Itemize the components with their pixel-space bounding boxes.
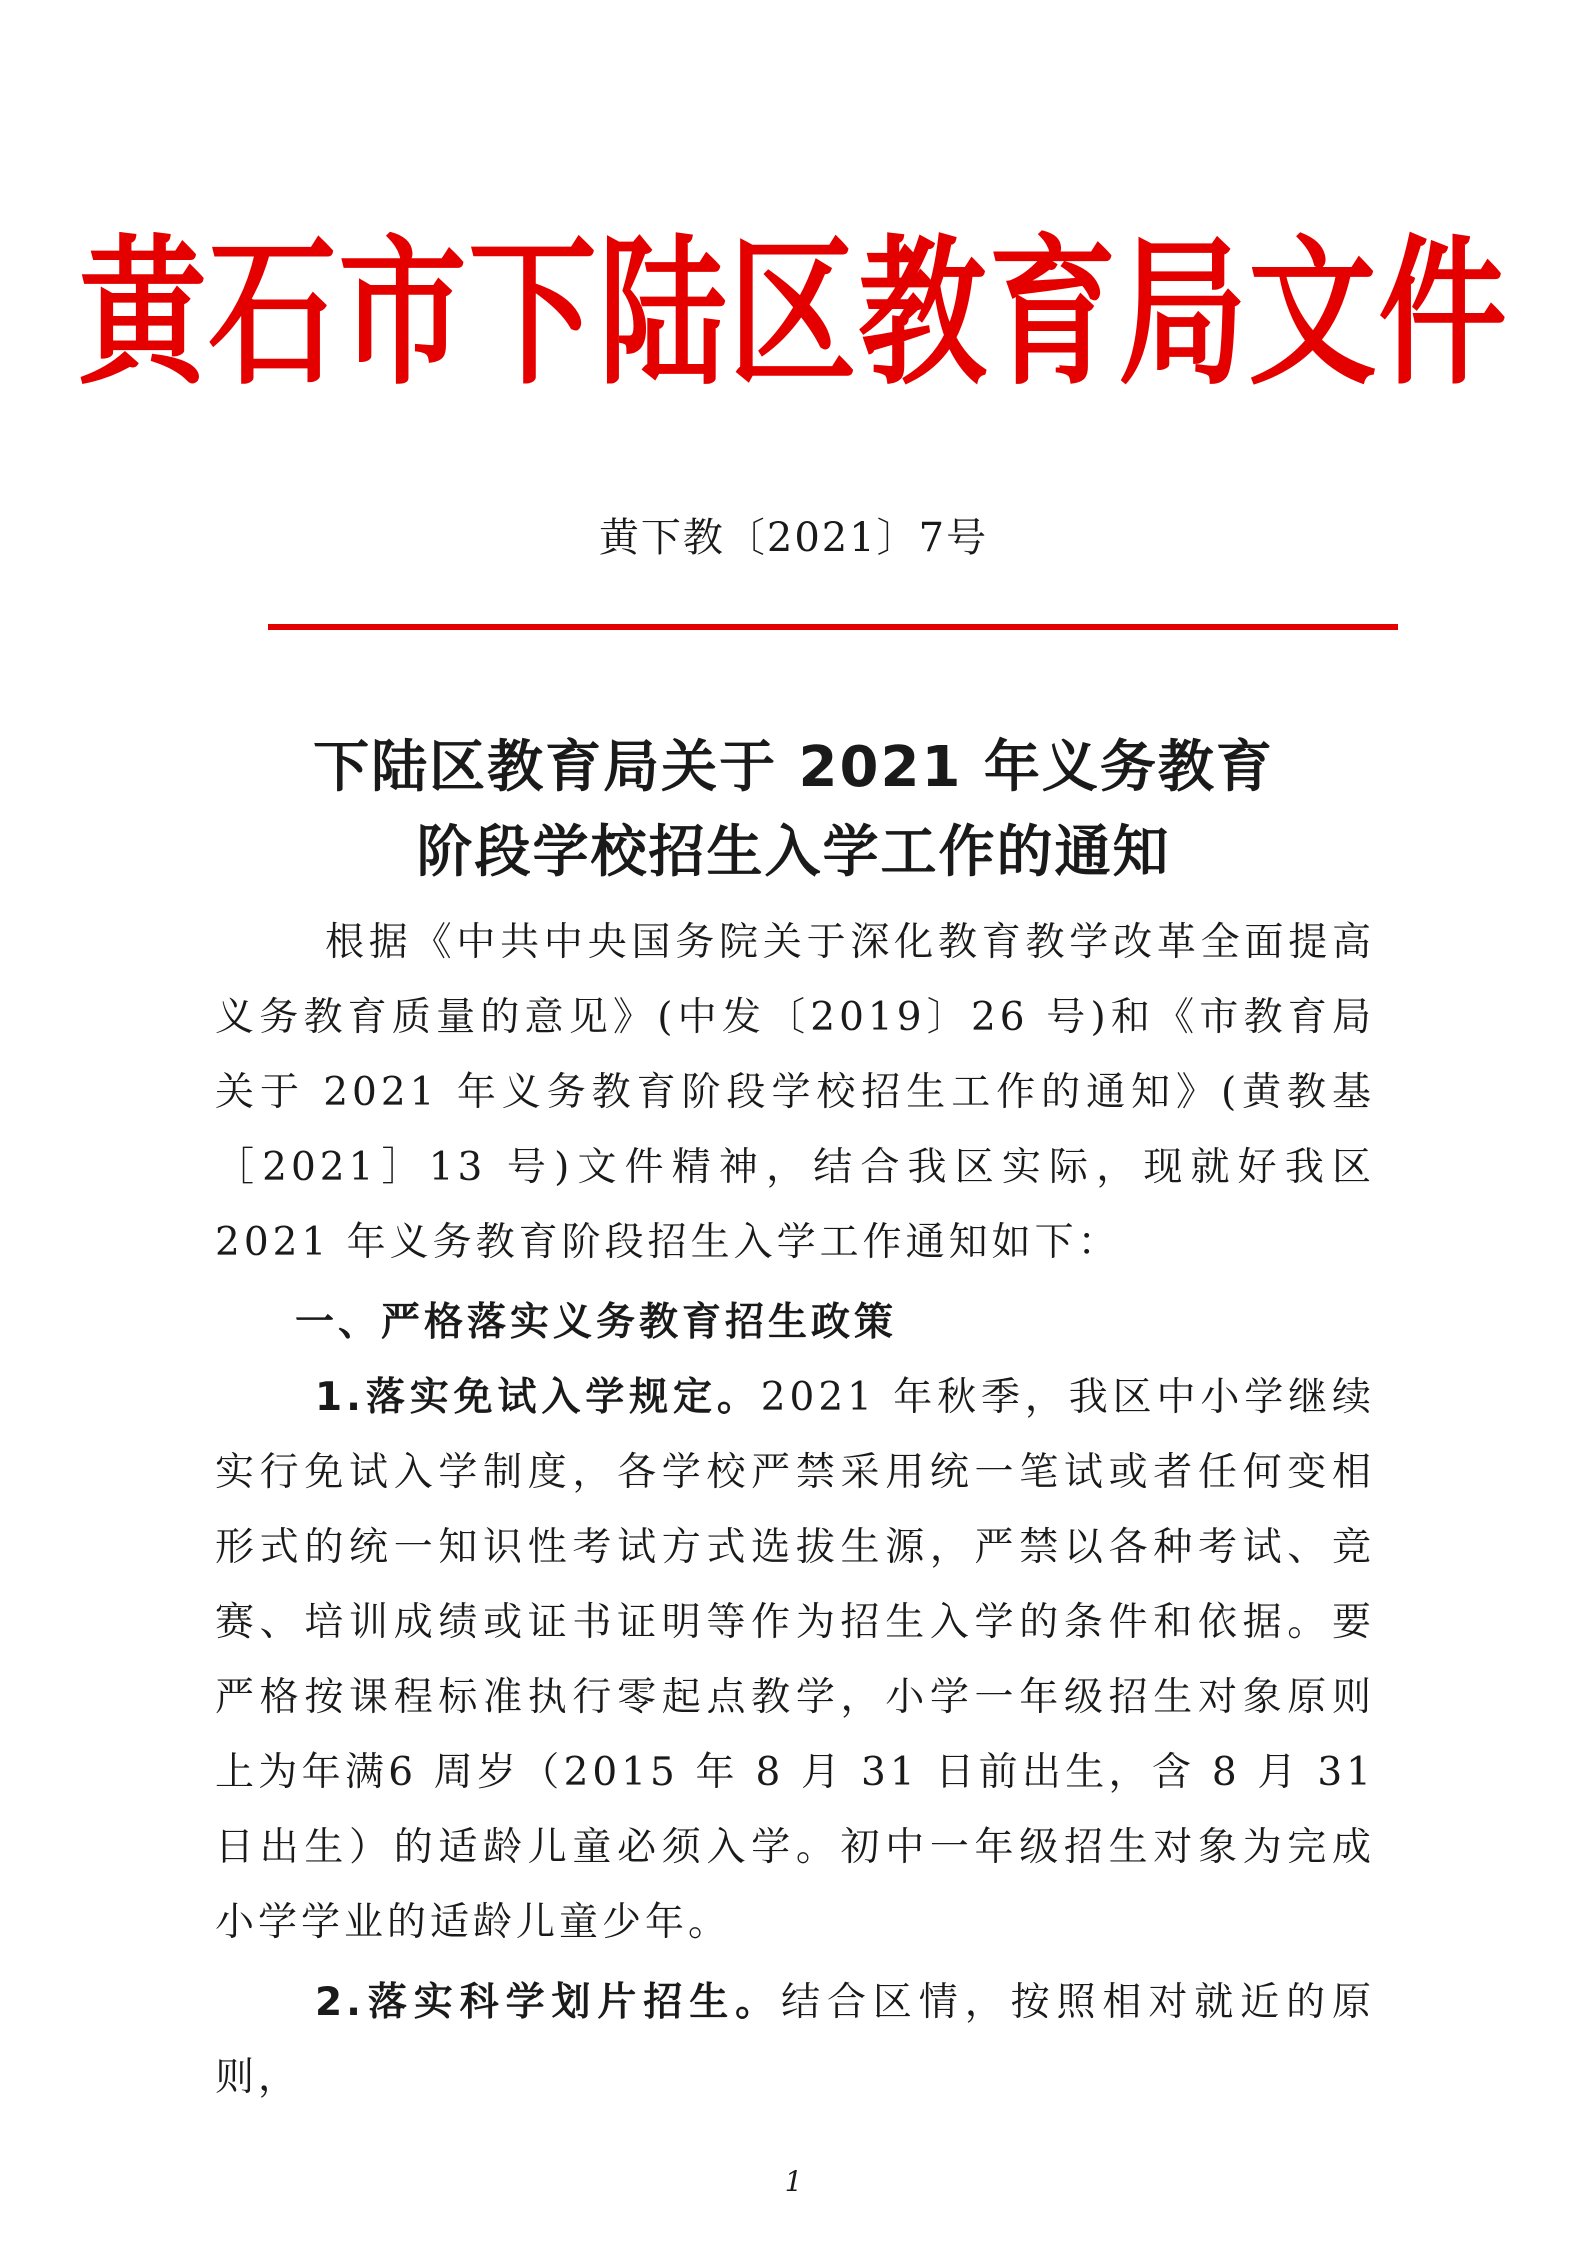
- item-1-text: 2021 年秋季，我区中小学继续实行免试入学制度，各学校严禁采用统一笔试或者任何变相形式的统一知识性考试方式选拔生源，严禁以各种考试、竞赛、培训成绩或证书证明等作为招生入学的条件和依据。要严格按课程标准执行零起点教学，小学一年级招生对象原则上为年满6 周岁（2015 年 8 月 31 日前出生，含 8 月 31 日出生）的适龄儿童必须入学。初中一年级招生对象为完成小学学业的适龄儿童少年。: [215, 1375, 1376, 1945]
- document-number: 黄下教〔2021〕7号: [598, 515, 989, 561]
- notice-title-line-1: 下陆区教育局关于 2021 年义务教育: [313, 735, 1274, 800]
- item-1-paragraph: [215, 1360, 1375, 1960]
- item-2-text: 结合区情，按照相对就近的原则，: [215, 1980, 1375, 2100]
- intro-paragraph: 根据《中共中央国务院关于深化教育教学改革全面提高义务教育质量的意见》(中发〔2019〕26 号)和《市教育局关于 2021 年义务教育阶段学校招生工作的通知》(黄教基［2021］13 号)文件精神，结合我区实际，现就好我区 2021 年义务教育阶段招生入学工作通知如下：: [215, 920, 1375, 1265]
- notice-title-line-2: 阶段学校招生入学工作的通知: [416, 820, 1171, 885]
- red-divider-line: [268, 624, 1398, 630]
- page-number: 1: [784, 2165, 803, 2198]
- item-2-lead: 2.落实科学划片招生。: [315, 1980, 782, 2025]
- masthead-title: 黄石市下陆区教育局文件: [78, 221, 1509, 408]
- item-2-paragraph: [215, 1965, 1375, 2100]
- section-1-heading: 一、严格落实义务教育招生政策: [295, 1300, 898, 1345]
- item-1-lead: 1.落实免试入学规定。: [315, 1375, 761, 1420]
